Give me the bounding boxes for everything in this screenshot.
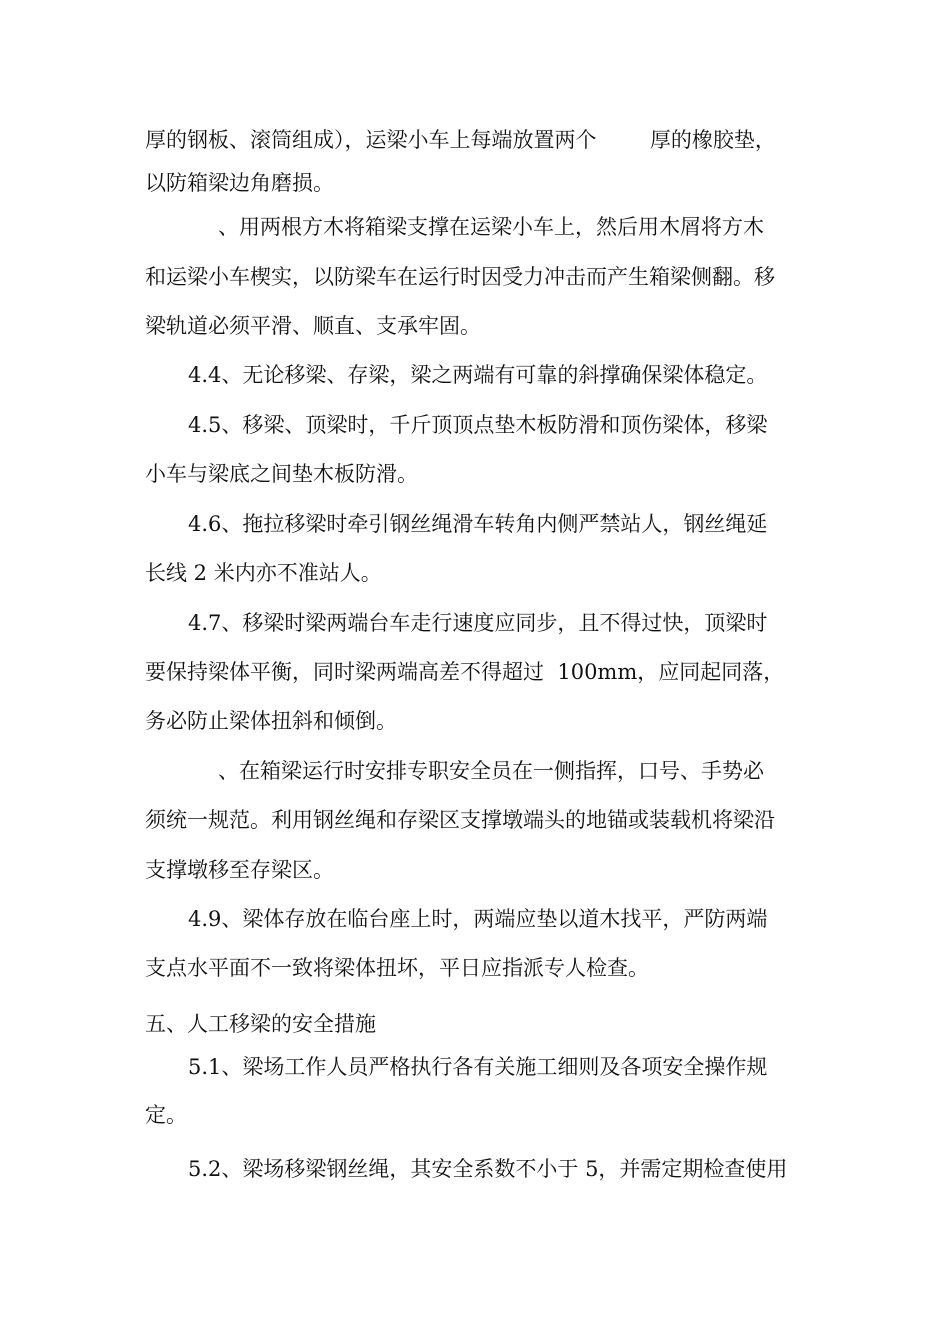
- text-line: 定。: [145, 1103, 187, 1127]
- text-line: 长线 2 米内亦不准站人。: [145, 561, 382, 585]
- text-line: 以防箱梁边角磨损。: [145, 171, 334, 195]
- text-line: 4.6、拖拉移梁时牵引钢丝绳滑车转角内侧严禁站人，钢丝绳延: [188, 512, 768, 536]
- text-line: 支撑墩移至存梁区。: [145, 858, 334, 882]
- text-line: 梁轨道必须平滑、顺直、支承牢固。: [145, 314, 481, 338]
- text-line: 须统一规范。利用钢丝绳和存梁区支撑墩端头的地锚或装载机将梁沿: [145, 808, 775, 832]
- text-line: 5.2、梁场移梁钢丝绳，其安全系数不小于 5，并需定期检查使用: [188, 1157, 788, 1181]
- text-line: 厚的钢板、滚筒组成），运梁小车上每端放置两个 厚的橡胶垫，: [145, 128, 776, 152]
- text-line: 4.4、无论移梁、存梁，梁之两端有可靠的斜撑确保梁体稳定。: [188, 363, 768, 387]
- text-line: 和运梁小车楔实，以防梁车在运行时因受力冲击而产生箱梁侧翻。移: [145, 265, 775, 289]
- text-line: 、在箱梁运行时安排专职安全员在一侧指挥，口号、手势必: [218, 759, 764, 783]
- text-line: 要保持梁体平衡，同时梁两端高差不得超过 100mm，应同起同落，: [145, 660, 785, 684]
- text-line: 4.7、移梁时梁两端台车走行速度应同步，且不得过快，顶梁时: [188, 611, 768, 635]
- text-line: 务必防止梁体扭斜和倾倒。: [145, 709, 397, 733]
- text-line: 4.5、移梁、顶梁时，千斤顶顶点垫木板防滑和顶伤梁体，移梁: [188, 413, 768, 437]
- text-line: 4.9、梁体存放在临台座上时，两端应垫以道木找平，严防两端: [188, 907, 768, 931]
- text-line: 5.1、梁场工作人员严格执行各有关施工细则及各项安全操作规: [188, 1055, 768, 1079]
- section-heading: 五、人工移梁的安全措施: [145, 1012, 376, 1036]
- text-line: 小车与梁底之间垫木板防滑。: [145, 462, 418, 486]
- text-line: 支点水平面不一致将梁体扭坏，平日应指派专人检查。: [145, 956, 649, 980]
- text-line: 、用两根方木将箱梁支撑在运梁小车上，然后用木屑将方木: [218, 215, 764, 239]
